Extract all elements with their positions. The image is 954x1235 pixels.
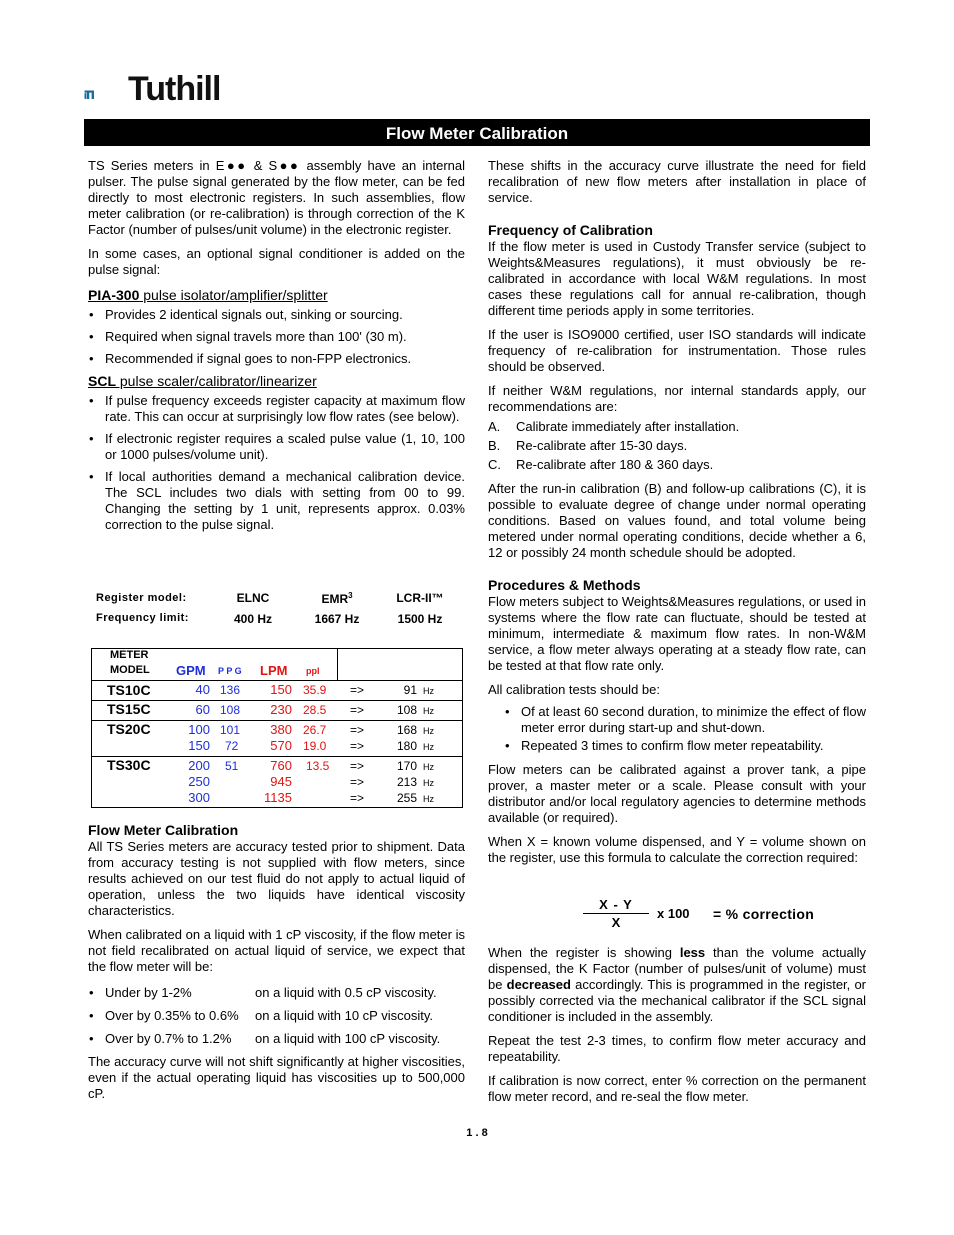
list-item: • Of at least 60 second duration, to minimize the effect of flow meter error during start-up and shut-down. <box>504 704 866 736</box>
section-heading: Flow Meter Calibration <box>88 822 239 838</box>
list-item: • Over by 0.7% to 1.2% on a liquid with 100 cP viscosity. <box>88 1031 465 1047</box>
list-item: C. Re-calibrate after 180 & 360 days. <box>488 457 714 472</box>
pia-heading: PIA-300 pulse isolator/amplifier/splitter <box>88 287 328 303</box>
paragraph: All calibration tests should be: <box>488 682 660 697</box>
row-lpm: 945 <box>270 774 292 789</box>
row-freq: 255 <box>396 791 417 805</box>
paragraph: After the run-in calibration (B) and follow-up calibrations (C), it is possible to evaluate degree of change under normal operating conditions. Based on values found, and total volume being metered under normal operating conditions, decide whether a 6, 12 or possibly 24 month schedule should be adopted. <box>488 481 866 560</box>
freq-lcr: 1500 Hz <box>397 612 443 626</box>
row-arrow: => <box>350 759 365 773</box>
freq-emr: 1667 Hz <box>314 612 360 626</box>
right-column <box>488 158 866 866</box>
row-arrow: => <box>350 703 365 717</box>
freq-elnc: 400 Hz <box>233 612 273 626</box>
row-ppg: 136 <box>220 683 241 697</box>
correction-formula <box>583 897 853 937</box>
header-lpm: LPM <box>260 663 288 678</box>
row-hz: Hz <box>423 778 434 788</box>
tuthill-logo-icon <box>84 76 126 114</box>
row-model: TS15C <box>107 701 151 717</box>
paragraph: When X = known volume dispensed, and Y = volume shown on the register, use this formula to calculate the correction required: <box>488 834 866 865</box>
row-gpm: 40 <box>195 682 210 697</box>
formula-numerator: X - Y <box>583 897 649 914</box>
row-ppg: 101 <box>220 723 241 737</box>
row-freq: 213 <box>396 775 417 789</box>
row-ppg: 108 <box>220 703 241 717</box>
page-number: 1 . 8 <box>466 1127 488 1139</box>
viscosity-list <box>88 985 465 1047</box>
row-gpm: 60 <box>195 702 210 717</box>
list-item: • Required when signal travels more than 100' (30 m). <box>88 329 465 345</box>
row-ppg: 51 <box>225 759 239 773</box>
list-item: A. Calibrate immediately after installation. <box>488 419 740 434</box>
scl-list <box>88 393 465 533</box>
paragraph: When calibrated on a liquid with 1 cP viscosity, if the flow meter is not field recalibrated on actual liquid of service, we expect that the flow meter will be: <box>88 927 465 974</box>
list-item: • If local authorities demand a mechanical calibration device. The SCL includes two dials with setting from 00 to 99. Changing the setting by 1 unit, represents approx. 0.03% correction to the pulse signal. <box>88 469 465 533</box>
register-elnc: ELNC <box>236 591 270 605</box>
row-ppl: 26.7 <box>303 723 327 737</box>
row-lpm: 380 <box>270 722 292 737</box>
paragraph: Flow meters can be calibrated against a prover tank, a pipe prover, a master meter or a scale. Please consult with your distributor and/or local regulatory agencies to determine methods available (or required). <box>488 762 866 825</box>
list-item: • If pulse frequency exceeds register capacity at maximum flow rate. This can occur at surprisingly low flow rates (see below). <box>88 393 465 425</box>
row-lpm: 760 <box>270 758 292 773</box>
procedure-list <box>488 704 866 754</box>
register-emr: EMR$^3$ <box>321 591 353 606</box>
page-title: Flow Meter Calibration <box>84 119 870 146</box>
paragraph: If the flow meter is used in Custody Transfer service (subject to Weights&Measures regulations), it must obviously be re-calibrated in accordance with local W&M regulations. In most cases these regulations call for annual re-calibration, though different time periods apply in some territories. <box>488 239 866 318</box>
section-heading: Frequency of Calibration <box>488 222 653 238</box>
list-item: • If electronic register requires a scaled pulse value (1, 10, 100 or 1000 pulses/volume unit). <box>88 431 465 463</box>
row-arrow: => <box>350 683 365 697</box>
paragraph: Repeat the test 2-3 times, to confirm flow meter accuracy and repeatability. <box>488 1033 866 1064</box>
list-item: • Repeated 3 times to confirm flow meter repeatability. <box>504 738 866 754</box>
paragraph: When the register is showing less than the volume actually dispensed, the K Factor (number of pulses/unit of volume) must be decreased accordingly. This is programmed in the register, or possibly corrected via the mechanical calibrator if the SCL signal conditioner is included in the assembly. <box>488 945 866 1024</box>
paragraph: If calibration is now correct, enter % correction on the permanent flow meter record, and re-seal the flow meter. <box>488 1073 866 1104</box>
row-ppg: 72 <box>225 739 239 753</box>
row-gpm: 250 <box>188 774 210 789</box>
header-ppl: ppl <box>306 666 320 676</box>
intro-paragraph: TS Series meters in E●● & S●● assembly have an internal pulser. The pulse signal generated by the flow meter, can be fed directly to most electronic registers. In such assemblies, flow meter calibration (or re-calibration) is through correction of the K Factor (number of pulses/unit volume) in the electronic register. <box>88 158 465 237</box>
list-item: • Recommended if signal goes to non-FPP electronics. <box>88 351 465 367</box>
row-ppl: 19.0 <box>303 739 327 753</box>
formula-denominator: X <box>611 915 621 930</box>
row-gpm: 100 <box>188 722 210 737</box>
right-lower <box>488 945 866 1105</box>
row-freq: 108 <box>396 703 417 717</box>
intro-paragraph-2: In some cases, an optional signal conditioner is added on the pulse signal: <box>88 246 465 277</box>
row-freq: 168 <box>396 723 417 737</box>
formula-result: = % correction <box>713 906 815 922</box>
row-freq: 91 <box>403 683 417 697</box>
row-hz: Hz <box>423 706 434 716</box>
pia-list <box>88 307 465 367</box>
row-hz: Hz <box>423 686 434 696</box>
row-gpm: 200 <box>188 758 210 773</box>
row-ppl: 28.5 <box>303 703 327 717</box>
paragraph: If neither W&M regulations, nor internal standards apply, our recommendations are: <box>488 383 866 414</box>
row-lpm: 1135 <box>264 790 292 805</box>
row-arrow: => <box>350 723 365 737</box>
left-lower <box>88 822 465 1102</box>
row-hz: Hz <box>423 762 434 772</box>
header-model: MODEL <box>110 664 150 676</box>
list-item: B. Re-calibrate after 15-30 days. <box>488 438 688 453</box>
paragraph: Flow meters subject to Weights&Measures regulations, or used in systems where the flow rate can fluctuate, should be tested at minimum, intermediate & maximum flow rates. In non-W&M service, a flow meter always operating at a steady flow rate, can be tested at that flow rate only. <box>488 594 866 673</box>
row-hz: Hz <box>423 726 434 736</box>
meter-table <box>91 648 463 808</box>
brand-logo: Tuthill <box>128 70 221 108</box>
list-item: • Provides 2 identical signals out, sinking or sourcing. <box>88 307 465 323</box>
row-arrow: => <box>350 791 365 805</box>
header-ppg: P P G <box>218 666 242 676</box>
register-model-label: Register model: <box>96 592 187 604</box>
row-lpm: 150 <box>270 682 292 697</box>
row-model: TS20C <box>107 721 151 737</box>
row-ppl: 35.9 <box>303 683 327 697</box>
formula-multiplier: x 100 <box>657 906 690 921</box>
row-gpm: 300 <box>188 790 210 805</box>
paragraph: All TS Series meters are accuracy tested prior to shipment. Data from accuracy testing is not supplied with flow meters, since results achieved on our test fluid do not apply to actual liquid of operation, unless the two liquids have identical viscosity characteristics. <box>88 839 465 918</box>
row-lpm: 570 <box>270 738 292 753</box>
paragraph: These shifts in the accuracy curve illustrate the need for field recalibration of new flow meters after installation in place of service. <box>488 158 866 205</box>
row-lpm: 230 <box>270 702 292 717</box>
row-arrow: => <box>350 775 365 789</box>
row-freq: 180 <box>396 739 417 753</box>
header-meter: METER <box>110 649 149 661</box>
section-heading: Procedures & Methods <box>488 577 641 593</box>
row-arrow: => <box>350 739 365 753</box>
paragraph: The accuracy curve will not shift significantly at higher viscosities, even if the actual operating liquid has viscosities up to 500,000 cP. <box>88 1054 465 1101</box>
left-column <box>88 158 465 539</box>
row-gpm: 150 <box>188 738 210 753</box>
row-model: TS30C <box>107 757 151 773</box>
frequency-limit-label: Frequency limit: <box>96 612 189 624</box>
register-lcr: LCR-II™ <box>396 591 444 605</box>
row-hz: Hz <box>423 742 434 752</box>
list-item: • Over by 0.35% to 0.6% on a liquid with 10 cP viscosity. <box>88 1008 465 1024</box>
row-ppl: 13.5 <box>306 759 330 773</box>
row-model: TS10C <box>107 682 151 698</box>
row-hz: Hz <box>423 794 434 804</box>
row-freq: 170 <box>396 759 417 773</box>
list-item: • Under by 1-2% on a liquid with 0.5 cP viscosity. <box>88 985 465 1001</box>
recommendation-list <box>488 419 866 473</box>
paragraph: If the user is ISO9000 certified, user ISO standards will indicate frequency of re-calibration for instrumentation. Those rules should be observed. <box>488 327 866 374</box>
scl-heading: SCL pulse scaler/calibrator/linearizer <box>88 373 317 389</box>
header-gpm: GPM <box>176 663 206 678</box>
